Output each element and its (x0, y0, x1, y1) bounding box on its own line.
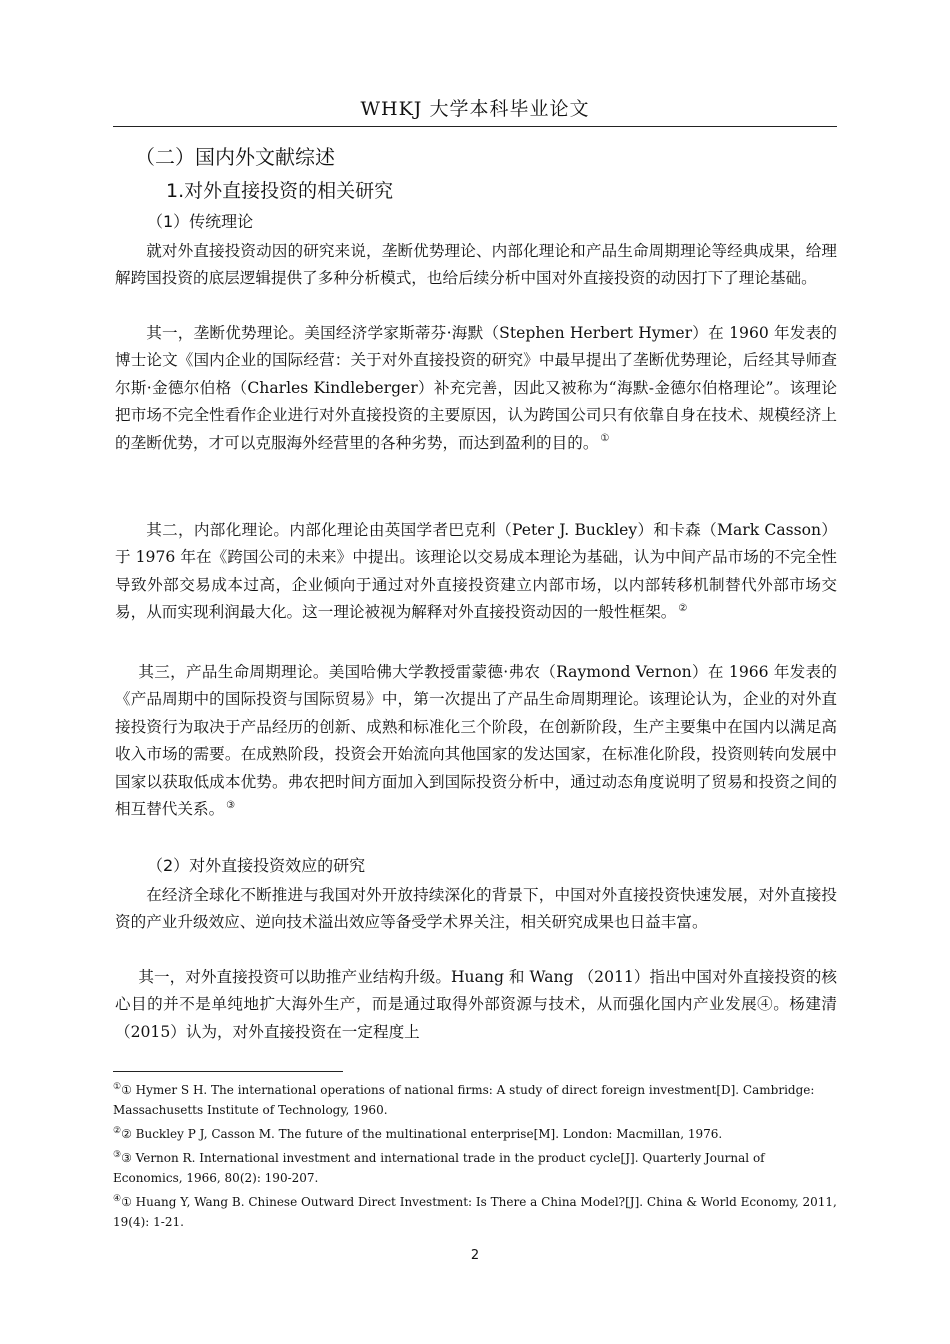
footnote-mark: ④ (113, 1194, 122, 1204)
header-divider (113, 126, 837, 127)
footnote (113, 1080, 837, 1120)
section-heading: （二）国内外文献综述 (135, 145, 335, 169)
paragraph-text: 就对外直接投资动因的研究来说，垄断优势理论、内部化理论和产品生命周期理论等经典成果，给理解跨国投资的底层逻辑提供了多种分析模式，也给后续分析中国对外直接投资的动因打下了理论基础。 (115, 242, 837, 288)
footnote-mark: ② (113, 1126, 122, 1136)
footnote-reference[interactable]: ① (600, 433, 610, 445)
paragraph-text: 其三，产品生命周期理论。美国哈佛大学教授雷蒙德·弗农（Raymond Vernon）在 1966 年发表的《产品周期中的国际投资与国际贸易》中，第一次提出了产品生命周期理论。该理论认为，企业的对外直接投资行为取决于产品经历的创新、成熟和标准化三个阶段，在创新阶段，生产主要集中在国内以满足高收入市场的需要。在成熟阶段，投资会开始流向其他国家的发达国家，在标准化阶段，投资则转向发展中国家以获取低成本优势。弗农把时间方面加入到国际投资分析中，通过动态角度说明了贸易和投资之间的相互替代关系。 (115, 663, 837, 819)
sub-heading-fdi-effects: （2）对外直接投资效应的研究 (147, 856, 366, 875)
paragraph (115, 659, 837, 823)
paragraph (115, 517, 837, 627)
page-number: 2 (470, 1248, 480, 1263)
paragraph (115, 964, 837, 1046)
paragraph (115, 320, 837, 457)
paragraph-text: 其二，内部化理论。内部化理论由英国学者巴克利（Peter J. Buckley）和卡森（Mark Casson）于 1976 年在《跨国公司的未来》中提出。该理论以交易成本理论为基础，认为中间产品市场的不完全性导致外部交易成本过高，企业倾向于通过对外直接投资建立内部市场，以内部转移机制替代外部市场交易，从而实现利润最大化。这一理论被视为解释对外直接投资动因的一般性框架。 (115, 521, 837, 622)
paragraph (115, 882, 837, 937)
footnote-mark: ③ (113, 1150, 122, 1160)
paragraph-text: 其一，垄断优势理论。美国经济学家斯蒂芬·海默（Stephen Herbert Hymer）在 1960 年发表的博士论文《国内企业的国际经营：关于对外直接投资的研究》中最早提出了垄断优势理论，后经其导师查尔斯·金德尔伯格（Charles Kindleberger）补充完善，因此又被称为“海默-金德尔伯格理论”。该理论把市场不完全性看作企业进行对外直接投资的主要原因，认为跨国公司只有依靠自身在技术、规模经济上的垄断优势，才可以克服海外经营里的各种劣势，而达到盈利的目的。 (115, 324, 837, 452)
footnote-reference[interactable]: ② (678, 603, 688, 615)
footnote-reference[interactable]: ③ (226, 799, 236, 811)
footnote-text: ① Hymer S H. The international operations of national firms: A study of direct foreign investment[D]. Cambridge: Massachusetts Institute of Technology, 1960. (113, 1083, 815, 1117)
paragraph (115, 238, 837, 293)
footnote-text: ① Huang Y, Wang B. Chinese Outward Direct Investment: Is There a China Model?[J]. China & World Economy, 2011, 19(4): 1-21. (113, 1195, 837, 1229)
footnote (113, 1148, 837, 1188)
paragraph-text: 其一，对外直接投资可以助推产业结构升级。Huang 和 Wang （2011）指出中国对外直接投资的核心目的并不是单纯地扩大海外生产，而是通过取得外部资源与技术，从而强化国内产业发展④。杨建清（2015）认为，对外直接投资在一定程度上 (115, 968, 837, 1041)
sub-heading-traditional-theory: （1）传统理论 (147, 212, 254, 231)
paragraph-text: 在经济全球化不断推进与我国对外开放持续深化的背景下，中国对外直接投资快速发展，对外直接投资的产业升级效应、逆向技术溢出效应等备受学术界关注，相关研究成果也日益丰富。 (115, 886, 837, 932)
footnote (113, 1192, 837, 1232)
footnote-divider (113, 1071, 343, 1072)
footnote (113, 1124, 837, 1144)
subsection-heading: 1.对外直接投资的相关研究 (166, 180, 394, 202)
footnote-text: ② Buckley P J, Casson M. The future of the multinational enterprise[M]. London: Macmillan, 1976. (121, 1127, 723, 1141)
footnote-text: ③ Vernon R. International investment and international trade in the product cycle[J]. Quarterly Journal of Economics, 1966, 80(2): 190-207. (113, 1151, 765, 1185)
page-header-title: WHKJ 大学本科毕业论文 (360, 98, 590, 120)
footnote-mark: ① (113, 1082, 122, 1092)
